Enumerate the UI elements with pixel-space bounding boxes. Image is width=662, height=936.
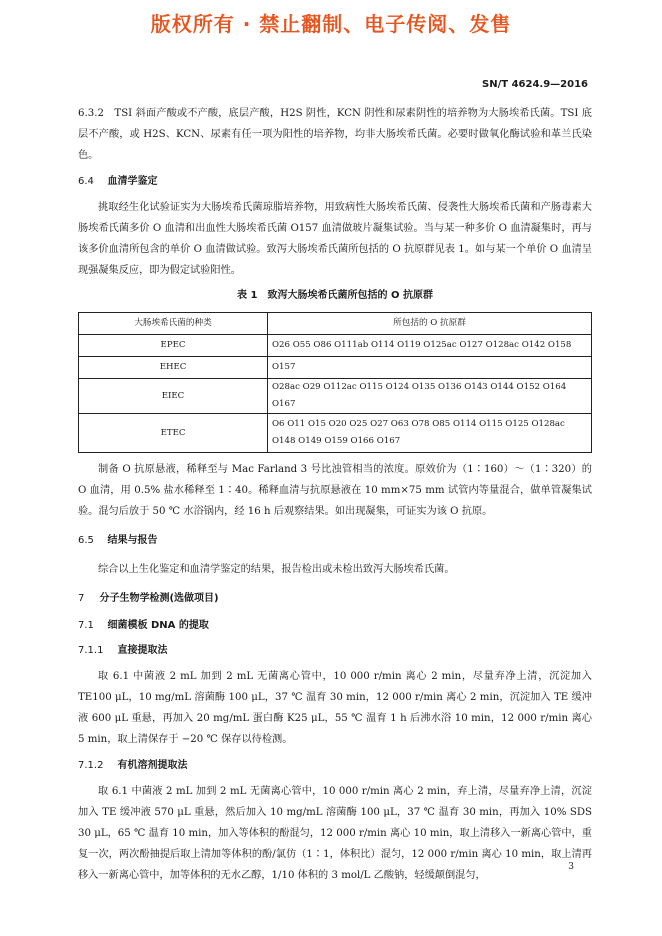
heading-7-1-1 <box>78 640 592 661</box>
heading-title: 直接提取法 <box>117 645 168 656</box>
heading-6-4 <box>78 171 592 192</box>
heading-number: 7.1 <box>78 620 94 631</box>
standard-number: SN/T 4624.9—2016 <box>482 79 588 90</box>
heading-number: 7.1.2 <box>78 760 104 771</box>
paragraph-after-table: 制备 O 抗原悬液，稀释至与 Mac Farland 3 号比浊管相当的浓度。原效价为（1∶160）～（1∶320）的 O 血清，用 0.5% 盐水稀释至 1∶40。稀释血清与抗原悬液在 10 mm×75 mm 试管内等量混合，做单管凝集试验。混匀后放于 50 ℃ 水浴锅内，经 16 h 后观察结果。如出现凝集，可证实为该 O 抗原。 <box>78 464 592 517</box>
table-cell-type: EPEC <box>79 335 268 357</box>
heading-number: 7 <box>78 593 85 604</box>
paragraph-7-1-2: 取 6.1 中菌液 2 mL 加到 2 mL 无菌离心管中，10 000 r/min 离心 2 min，弃上清，尽量弃净上清，沉淀加入 TE 缓冲液 570 μL 重悬，然后加入 10 mg/mL 溶菌酶 100 μL，37 ℃ 温育 30 min，再加入 10% SDS 30 μL，65 ℃ 温育 10 min，加入等体积的酚混匀，12 000 r/min 离心 10 min，取上清移入一新离心管中，重复一次，两次酚抽提后取上清加等体积的酚/氯仿（1∶1，体积比）混匀，12 000 r/min 离心 10 min，取上清再移入一新离心管中，加等体积的无水乙醇，1/10 体积的 3 mol/L 乙酸钠，轻缓颠倒混匀， <box>78 786 592 881</box>
table-header-groups: 所包括的 O 抗原群 <box>268 313 592 335</box>
heading-title: 细菌模板 DNA 的提取 <box>107 620 209 631</box>
document-body <box>78 103 592 886</box>
paragraph-6-5: 综合以上生化鉴定和血清学鉴定的结果，报告检出或未检出致泻大肠埃希氏菌。 <box>98 564 455 575</box>
heading-title: 结果与报告 <box>107 535 158 546</box>
table-row <box>79 357 592 379</box>
table-header-type: 大肠埃希氏菌的种类 <box>79 313 268 335</box>
heading-title: 分子生物学检测(选做项目) <box>99 593 219 604</box>
table-row <box>79 414 592 453</box>
table-row <box>79 379 592 414</box>
table-cell-type: EHEC <box>79 357 268 379</box>
table-cell-groups: O26 O55 O86 O111ab O114 O119 O125ac O127 O128ac O142 O158 <box>268 335 592 357</box>
heading-number: 7.1.1 <box>78 645 104 656</box>
table-cell-type: ETEC <box>79 414 268 453</box>
table-caption: 表 1 致泻大肠埃希氏菌所包括的 O 抗原群 <box>237 290 433 301</box>
paragraph-7-1-1: 取 6.1 中菌液 2 mL 加到 2 mL 无菌离心管中，10 000 r/min 离心 2 min，尽量弃净上清，沉淀加入 TE100 μL，10 mg/mL 溶菌酶 100 μL，37 ℃ 温育 30 min，12 000 r/min 离心 2 min，沉淀加入 TE 缓冲液 600 μL 重悬，再加入 20 mg/mL 蛋白酶 K25 μL，55 ℃ 温育 1 h 后沸水浴 10 min，12 000 r/min 离心 5 min，取上清保存于 −20 ℃ 保存以待检测。 <box>78 671 592 745</box>
page-number: 3 <box>568 862 574 872</box>
table-cell-type: EIEC <box>79 379 268 414</box>
table-cell-groups: O157 <box>268 357 592 379</box>
o-antigen-table <box>78 312 592 453</box>
watermark-banner: 版权所有 · 禁止翻制、电子传阅、发售 <box>150 12 512 36</box>
heading-7-1-2 <box>78 755 592 776</box>
table-row <box>79 335 592 357</box>
table-header-row <box>79 313 592 335</box>
heading-title: 有机溶剂提取法 <box>117 760 188 771</box>
table-cell-groups: O28ac O29 O112ac O115 O124 O135 O136 O143 O144 O152 O164 O167 <box>268 379 592 414</box>
heading-number: 6.5 <box>78 535 94 546</box>
paragraph-6-4: 挑取经生化试验证实为大肠埃希氏菌琼脂培养物，用致病性大肠埃希氏菌、侵袭性大肠埃希氏菌和产肠毒素大肠埃希氏菌多价 O 血清和出血性大肠埃希氏菌 O157 血清做玻片凝集试验。当与某一种多价 O 血清凝集时，再与该多价血清所包含的单价 O 血清做试验。致泻大肠埃希氏菌所包括的 O 抗原群见表 1。如与某一个单价 O 血清呈现强凝集反应，即为假定试验阳性。 <box>78 202 592 276</box>
paragraph-6-3-2: 6.3.2 TSI 斜面产酸或不产酸，底层产酸，H2S 阴性，KCN 阴性和尿素阴性的培养物为大肠埃希氏菌。TSI 底层不产酸，或 H2S、KCN、尿素有任一项为阳性的培养物，均非大肠埃希氏菌。必要时做氧化酶试验和革兰氏染色。 <box>78 108 592 161</box>
heading-number: 6.4 <box>78 176 94 187</box>
heading-7 <box>78 588 592 609</box>
heading-6-5 <box>78 530 592 551</box>
heading-title: 血清学鉴定 <box>107 176 158 187</box>
heading-7-1 <box>78 615 592 636</box>
table-cell-groups: O6 O11 O15 O20 O25 O27 O63 O78 O85 O114 O115 O125 O128ac O148 O149 O159 O166 O167 <box>268 414 592 453</box>
